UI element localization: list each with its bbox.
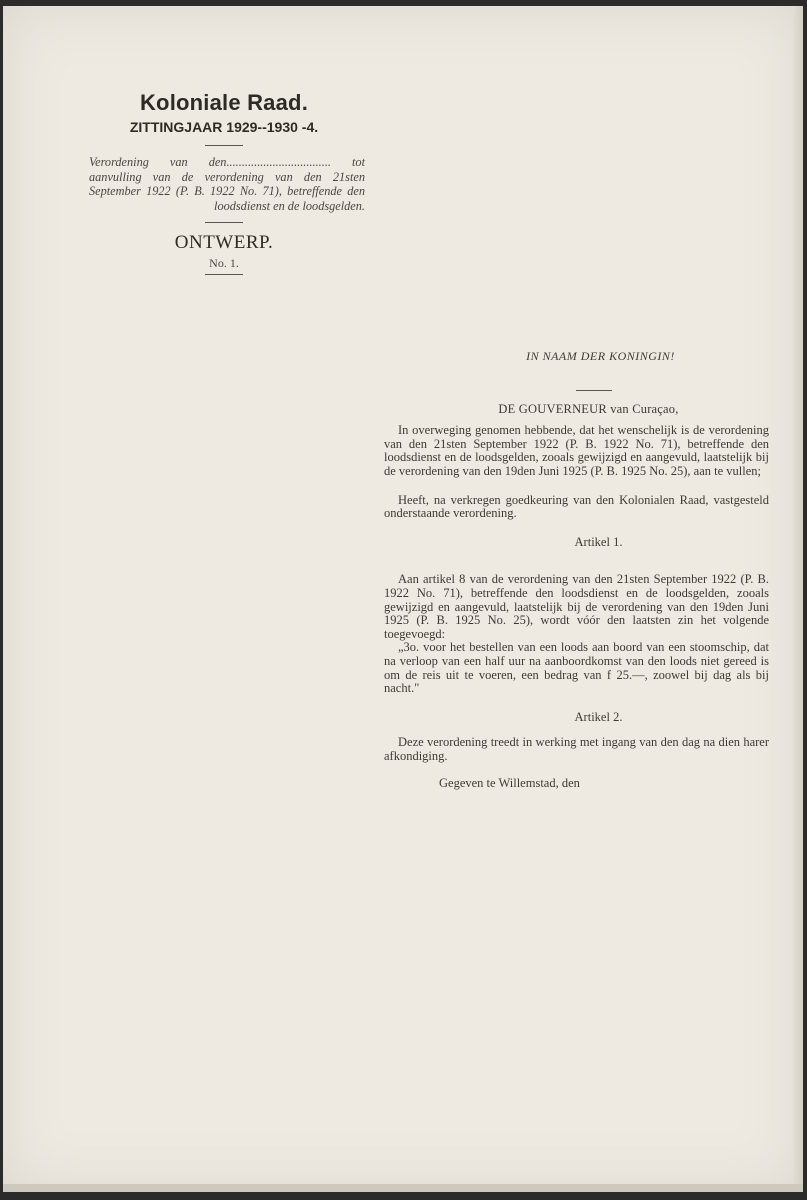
- divider-rule: [205, 145, 243, 146]
- article-2-heading: Artikel 2.: [574, 709, 623, 724]
- article-1-quote: „3o. voor het bestellen van een loods aan boord van een stoomschip, dat na verloop van een half uur na aanboordkomst van den loods niet gereed is om de reis uit te voeren, een bedrag van f 25.—, zoowel bij dag als bij nacht.": [384, 640, 769, 696]
- page-edge: [793, 6, 803, 1192]
- divider-rule: [205, 222, 243, 223]
- preamble-paragraph: In overweging genomen hebbende, dat het wenschelijk is de verordening van den 21sten September 1922 (P. B. 1922 No. 71), betreffende den loodsdienst en de loodsgelden, zooals gewijzigd en aangevuld, laatstelijk bij de verordening van den 19den Juni 1925 (P. B. 1925 No. 25), aan te vullen;: [384, 423, 769, 478]
- header-block: [83, 90, 365, 284]
- session-year: ZITTINGJAAR 1929--1930 -4.: [129, 119, 319, 135]
- article-2-text: Deze verordening treedt in werking met ingang van den dag na dien harer afkondiging.: [384, 735, 769, 763]
- ordinance-body: [384, 344, 769, 791]
- divider-rule: [205, 274, 243, 275]
- document-page: [3, 6, 803, 1192]
- ordinance-description: Verordening van den.................................. tot aanvulling van de verordening van den 21sten September 1922 (P. B. 1922 No. 71), betreffende den loodsdienst en de loodsgelden.: [89, 155, 365, 213]
- article-1-heading: Artikel 1.: [574, 534, 623, 549]
- governor-heading: DE GOUVERNEUR van Curaçao,: [498, 401, 679, 416]
- given-at-line: Gegeven te Willemstad, den: [439, 776, 580, 791]
- in-name-heading: IN NAAM DER KONINGIN!: [526, 349, 675, 363]
- enactment-paragraph: Heeft, na verkregen goedkeuring van den Kolonialen Raad, vastgesteld onderstaande verordening.: [384, 492, 769, 521]
- draft-number: No. 1.: [209, 256, 239, 270]
- council-title: Koloniale Raad.: [139, 90, 309, 115]
- page-bottom-edge: [3, 1184, 803, 1192]
- article-1-text: Aan artikel 8 van de verordening van den 21sten September 1922 (P. B. 1922 No. 71), betreffende den loodsdienst en de loodsgelden, zooals gewijzigd en aangevuld, laatstelijk bij de verordening van den 19den Juni 1925 (P. B. 1925 No. 25), wordt vóór den laatsten zin het volgende toegevoegd:: [384, 572, 769, 641]
- divider-rule: [576, 390, 612, 391]
- draft-label: ONTWERP.: [174, 232, 274, 253]
